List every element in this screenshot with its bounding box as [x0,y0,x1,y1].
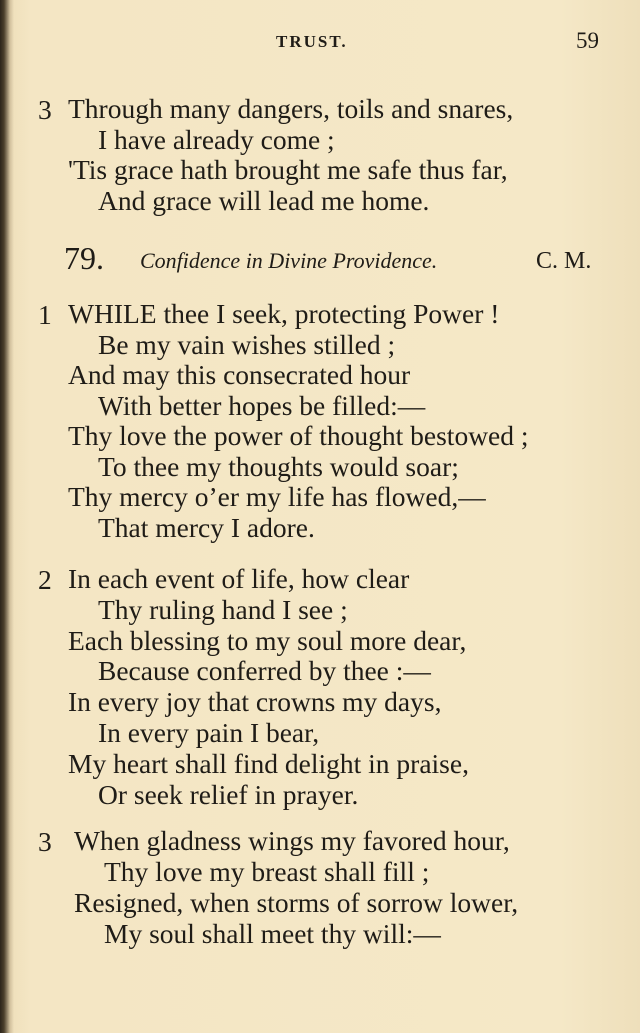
verse-line: To thee my thoughts would soar; [98,451,459,482]
hymn-meter: C. M. [536,248,592,274]
verse-line: In every joy that crowns my days, [68,686,442,717]
verse-line: My heart shall find delight in praise, [68,748,469,779]
stanza-number: 3 [38,94,52,125]
verse-line: Resigned, when storms of sorrow lower, [74,887,519,918]
running-head: TRUST. [276,32,348,51]
verse-line: When gladness wings my favored hour, [74,825,510,856]
verse-line: And may this consecrated hour [68,359,411,390]
page-number: 59 [576,28,599,53]
stanza-number: 3 [38,826,52,857]
stanza-number: 2 [38,564,52,595]
verse-line: WHILE thee I seek, protecting Power ! [68,298,500,329]
verse-line: Or seek relief in prayer. [98,779,359,810]
verse-line: Be my vain wishes stilled ; [98,329,396,360]
verse-line: Because conferred by thee :— [98,655,431,686]
hymn-title: Confidence in Divine Providence. [140,248,438,273]
hymn-number: 79. [64,240,104,276]
verse-line: That mercy I adore. [98,512,315,543]
verse-line: In every pain I bear, [98,717,320,748]
verse-line: Thy love my breast shall fill ; [104,856,430,887]
verse-line: Through many dangers, toils and snares, [68,93,514,124]
verse-line: In each event of life, how clear [68,563,410,594]
verse-line: I have already come ; [98,124,335,155]
verse-line: Each blessing to my soul more dear, [68,625,467,656]
stanza-number: 1 [38,299,52,330]
verse-line: Thy ruling hand I see ; [98,594,348,625]
verse-line: And grace will lead me home. [98,185,430,216]
verse-line: 'Tis grace hath brought me safe thus far, [68,154,508,185]
verse-line: My soul shall meet thy will:— [104,918,441,949]
verse-line: With better hopes be filled:— [98,390,426,421]
verse-line: Thy love the power of thought bestowed ; [68,420,529,451]
binding-shadow [0,0,14,1033]
verse-line: Thy mercy o’er my life has flowed,— [68,481,486,512]
